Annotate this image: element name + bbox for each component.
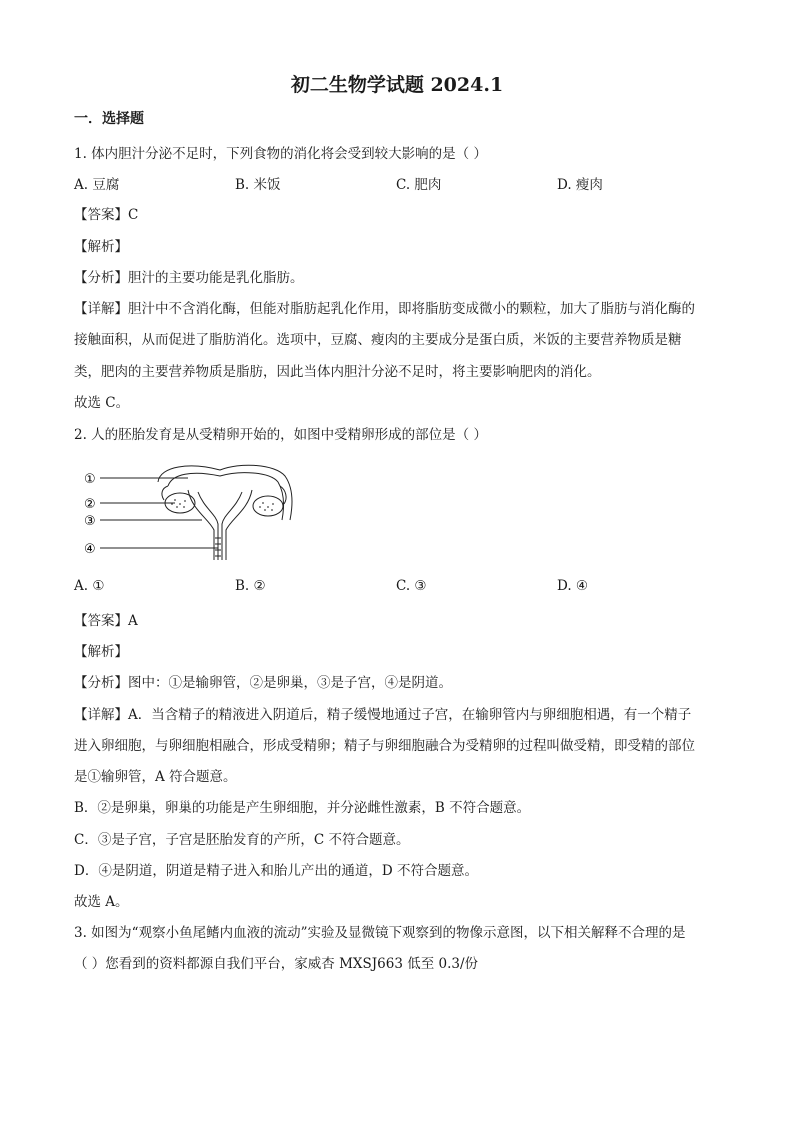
q1-detail-line-2: 接触面积，从而促进了脂肪消化。选项中，豆腐、瘦肉的主要成分是蛋白质，米饭的主要营养物质是糖: [74, 332, 682, 348]
reproductive-system-figure: [80, 460, 310, 568]
q2-option-c-explanation: C．③是子宫，子宫是胚胎发育的产所，C 不符合题意。: [74, 832, 410, 848]
q2-option-d: D. ④: [557, 578, 589, 594]
q1-answer: 【答案】C: [74, 207, 139, 223]
q2-option-d-explanation: D．④是阴道，阴道是精子进入和胎儿产出的通道，D 不符合题意。: [74, 863, 478, 879]
q2-option-b-explanation: B．②是卵巢，卵巢的功能是产生卵细胞，并分泌雌性激素，B 不符合题意。: [74, 800, 531, 816]
q2-detail-line-1: 【详解】A．当含精子的精液进入阴道后，精子缓慢地通过子宫，在输卵管内与卵细胞相遇，有一个精子: [74, 707, 692, 723]
q1-detail-line-3: 类，肥肉的主要营养物质是脂肪，因此当体内胆汁分泌不足时，将主要影响肥肉的消化。: [74, 364, 601, 380]
q1-option-d: D. 瘦肉: [557, 177, 603, 193]
section-heading: 一．选择题: [74, 111, 144, 127]
q1-option-c: C. 肥肉: [396, 177, 442, 193]
question-3-stem-line-1: 3. 如图为“观察小鱼尾鳍内血液的流动”实验及显微镜下观察到的物像示意图，以下相关解释不合理的是: [74, 925, 686, 941]
diagram-label-3: ③: [84, 514, 96, 529]
q1-fenxi: 【分析】胆汁的主要功能是乳化脂肪。: [74, 270, 304, 286]
uterus-diagram: [80, 460, 310, 568]
diagram-label-4: ④: [84, 542, 96, 557]
q1-option-a: A. 豆腐: [74, 177, 120, 193]
q2-option-a: A. ①: [74, 578, 105, 594]
q2-analysis-label: 【解析】: [74, 644, 128, 660]
question-3-stem-line-2: （ ）您看到的资料都源自我们平台，家威杏 MXSJ663 低至 0.3/份: [74, 956, 479, 972]
q2-conclusion: 故选 A。: [74, 894, 129, 910]
q2-option-c: C. ③: [396, 578, 427, 594]
q2-fenxi: 【分析】图中：①是输卵管，②是卵巢，③是子宫，④是阴道。: [74, 675, 452, 691]
q2-detail-line-2: 进入卵细胞，与卵细胞相融合，形成受精卵；精子与卵细胞融合为受精卵的过程叫做受精，即受精的部位: [74, 738, 695, 754]
page-title: 初二生物学试题 2024.1: [290, 74, 504, 96]
q1-conclusion: 故选 C。: [74, 395, 130, 411]
q2-answer: 【答案】A: [74, 613, 138, 629]
diagram-label-1: ①: [84, 472, 96, 487]
diagram-label-2: ②: [84, 497, 96, 512]
q1-analysis-label: 【解析】: [74, 239, 128, 255]
q2-detail-line-3: 是①输卵管，A 符合题意。: [74, 769, 237, 785]
q1-detail-line-1: 【详解】胆汁中不含消化酶，但能对脂肪起乳化作用，即将脂肪变成微小的颗粒，加大了脂肪与消化酶的: [74, 301, 695, 317]
question-2-stem: 2. 人的胚胎发育是从受精卵开始的，如图中受精卵形成的部位是（ ）: [74, 427, 487, 443]
question-1-stem: 1. 体内胆汁分泌不足时，下列食物的消化将会受到较大影响的是（ ）: [74, 146, 487, 162]
q1-option-b: B. 米饭: [235, 177, 281, 193]
q2-option-b: B. ②: [235, 578, 266, 594]
